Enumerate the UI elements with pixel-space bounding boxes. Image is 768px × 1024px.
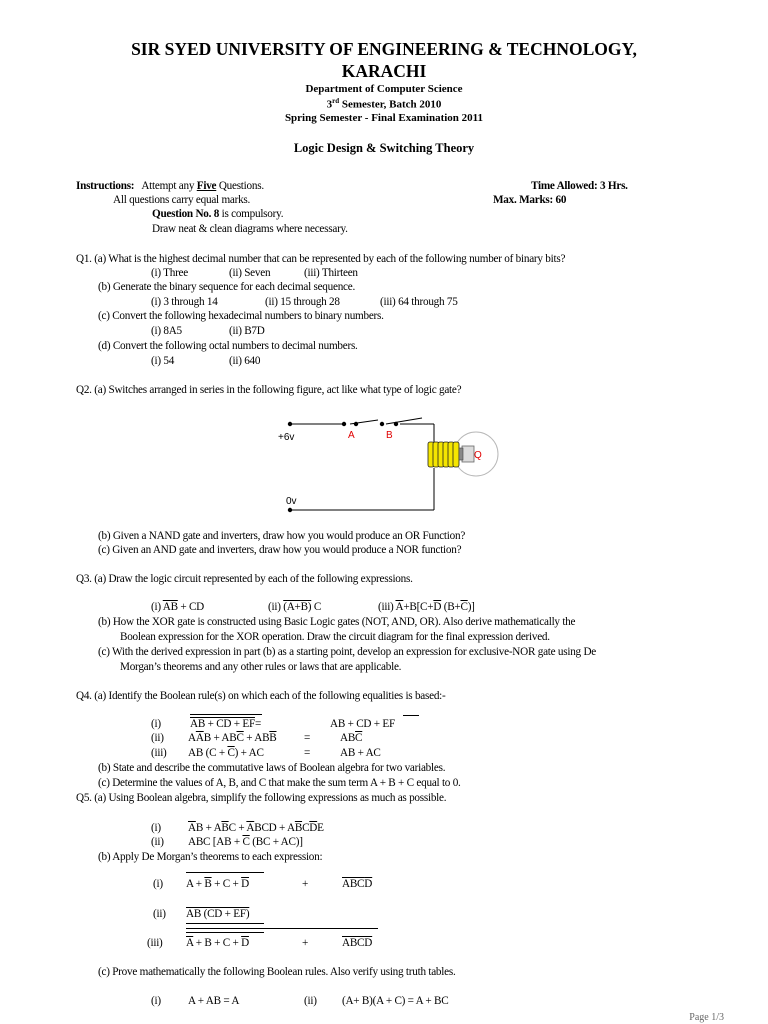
q5-b-i-plus: + (302, 878, 309, 890)
q5-b-iii-rhs: ABCD (342, 937, 373, 949)
q4-a-i-label: (i) (151, 718, 161, 730)
q1-a-ii: (ii) Seven (229, 267, 271, 279)
diagram-note: Draw neat & clean diagrams where necessary. (152, 223, 348, 235)
q3-expr-ii: (ii) (A+B) C (268, 601, 322, 613)
q1-c-i: (i) 8A5 (151, 325, 182, 337)
equal-marks: All questions carry equal marks. (113, 194, 251, 206)
overbar-b-iii-long (186, 928, 378, 929)
q1-c: (c) Convert the following hexadecimal numbers to binary numbers. (98, 310, 384, 322)
instructions-line: Instructions: Attempt any Five Questions. (76, 180, 264, 192)
q5-a-i-label: (i) (151, 822, 161, 834)
q5-c-ii-expr: (A+ B)(A + C) = A + BC (342, 995, 449, 1007)
q3-expr-i: (i) $\overline{AB}$ + CD (151, 601, 204, 613)
overbar-b-ii (186, 923, 264, 924)
q1-a-iii: (iii) Thirteen (304, 267, 358, 279)
q5-a-ii-expr: ABC [$AB + \overline{C}$ (BC + AC)] (188, 836, 303, 848)
q2-a: Q2. (a) Switches arranged in series in the following figure, act like what type of logic gate? (76, 384, 462, 396)
q5-b-i-label: (i) (153, 878, 163, 890)
q3-c-line1: (c) With the derived expression in part (b) as a starting point, develop an expression for exclusive-NOR gate using De (98, 646, 596, 658)
q1-b-ii: (ii) 15 through 28 (265, 296, 340, 308)
light-bulb (428, 432, 498, 476)
q4-a-iii-rhs: AB + AC (340, 747, 381, 759)
q1-d-ii: (ii) 640 (229, 355, 261, 367)
q5-b-ii-expr: AB (CD + EF) (186, 908, 250, 920)
q1-c-ii: (ii) B7D (229, 325, 265, 337)
q4-a-i-expr: AB + CD + EF= (190, 718, 262, 730)
course-title: Logic Design & Switching Theory (293, 141, 475, 155)
q5-c-i-expr: A + AB = A (188, 995, 240, 1007)
q4-b: (b) State and describe the commutative laws of Boolean algebra for two variables. (98, 762, 446, 774)
q5-c-i-label: (i) (151, 995, 161, 1007)
q3-a: Q3. (a) Draw the logic circuit represented by each of the following expressions. (76, 573, 413, 585)
q5-a-i-expr: $\overline{A}B + A\overline{B}C + \overline{A}BCD + A\overline{B}C\overline{D}E$ (188, 822, 324, 834)
q4-a-ii-eq: = (304, 732, 311, 744)
overbar-long (190, 714, 262, 715)
q5-b-i-expr: $A + \overline{B} + C + \overline{D}$ (186, 878, 249, 890)
compulsory-note: Question No. 8 is compulsory. (152, 208, 284, 220)
time-allowed: Time Allowed: 3 Hrs. (531, 180, 628, 192)
q3-b-line2: Boolean expression for the XOR operation. Draw the circuit diagram for the final expression derived. (120, 631, 550, 643)
q2-c: (c) Given an AND gate and inverters, draw how you would produce a NOR function? (98, 544, 462, 556)
page-number: Page 1/3 (689, 1012, 724, 1023)
q4-a-ii-label: (ii) (151, 732, 164, 744)
q3-b-line1: (b) How the XOR gate is constructed using Basic Logic gates (NOT, AND, OR). Also derive mathematically the (98, 616, 576, 628)
q5-b-iii-plus: + (302, 937, 309, 949)
semester: 3rd Semester, Batch 2010 (326, 97, 442, 111)
q1-d: (d) Convert the following octal numbers to decimal numbers. (98, 340, 358, 352)
q5-b-ii-label: (ii) (153, 908, 166, 920)
switch-circuit-diagram (270, 412, 510, 522)
exam-title: Spring Semester - Final Examination 2011 (284, 112, 484, 124)
q1-b: (b) Generate the binary sequence for each decimal sequence. (98, 281, 356, 293)
department: Department of Computer Science (305, 83, 463, 95)
switch-b-label: B (386, 430, 393, 441)
q4-c: (c) Determine the values of A, B, and C that make the sum term A + B + C equal to 0. (98, 777, 461, 789)
q4-a-ii-expr: $A\overline{A}B + AB\overline{C} + AB\overline{B}$ (188, 732, 277, 744)
overbar-b-iii (186, 932, 264, 933)
q5-b-iii-label: (iii) (147, 937, 163, 949)
output-q-label: Q (474, 450, 482, 461)
q4-a-iii-eq: = (304, 747, 311, 759)
ground-label: 0v (286, 496, 297, 507)
q1-a: Q1. (a) What is the highest decimal number that can be represented by each of the following number of binary bits? (76, 253, 566, 265)
q1-b-iii: (iii) 64 through 75 (380, 296, 458, 308)
q1-a-i: (i) Three (151, 267, 188, 279)
q5-b: (b) Apply De Morgan’s theorems to each expression: (98, 851, 323, 863)
q1-d-i: (i) 54 (151, 355, 175, 367)
q5-a-ii-label: (ii) (151, 836, 164, 848)
q1-b-i: (i) 3 through 14 (151, 296, 218, 308)
q5-b-iii-expr: $\overline{A} + B + C + \overline{D}$ (186, 937, 249, 949)
q5-c: (c) Prove mathematically the following Boolean rules. Also verify using truth tables. (98, 966, 456, 978)
max-marks: Max. Marks: 60 (493, 194, 567, 206)
overbar-b-i (186, 872, 264, 873)
switch-a-label: A (348, 430, 355, 441)
q4-a-iii-label: (iii) (151, 747, 167, 759)
overbar-mark (403, 715, 419, 716)
q5-b-i-rhs: ABCD (342, 878, 373, 890)
q5-a: Q5. (a) Using Boolean algebra, simplify the following expressions as much as possible. (76, 792, 447, 804)
supply-label: +6v (278, 432, 295, 443)
q4-a-ii-rhs: $AB\overline{C}$ (340, 732, 363, 744)
q3-c-line2: Morgan’s theorems and any other rules or laws that are applicable. (120, 661, 402, 673)
q4-a: Q4. (a) Identify the Boolean rule(s) on which each of the following equalities is based:- (76, 690, 446, 702)
q5-c-ii-label: (ii) (304, 995, 317, 1007)
q4-a-i-rhs: AB + CD + EF (330, 718, 395, 730)
university-name: SIR SYED UNIVERSITY OF ENGINEERING & TECHNOLOGY, KARACHI (131, 39, 637, 81)
q4-a-iii-expr: AB $(C + \overline{C})$ + AC (188, 747, 264, 759)
q2-b: (b) Given a NAND gate and inverters, draw how you would produce an OR Function? (98, 530, 466, 542)
q3-expr-iii: (iii) $\overline{A}+B[C+\overline{D}$ $(B+\overline{C})$] (378, 601, 475, 613)
